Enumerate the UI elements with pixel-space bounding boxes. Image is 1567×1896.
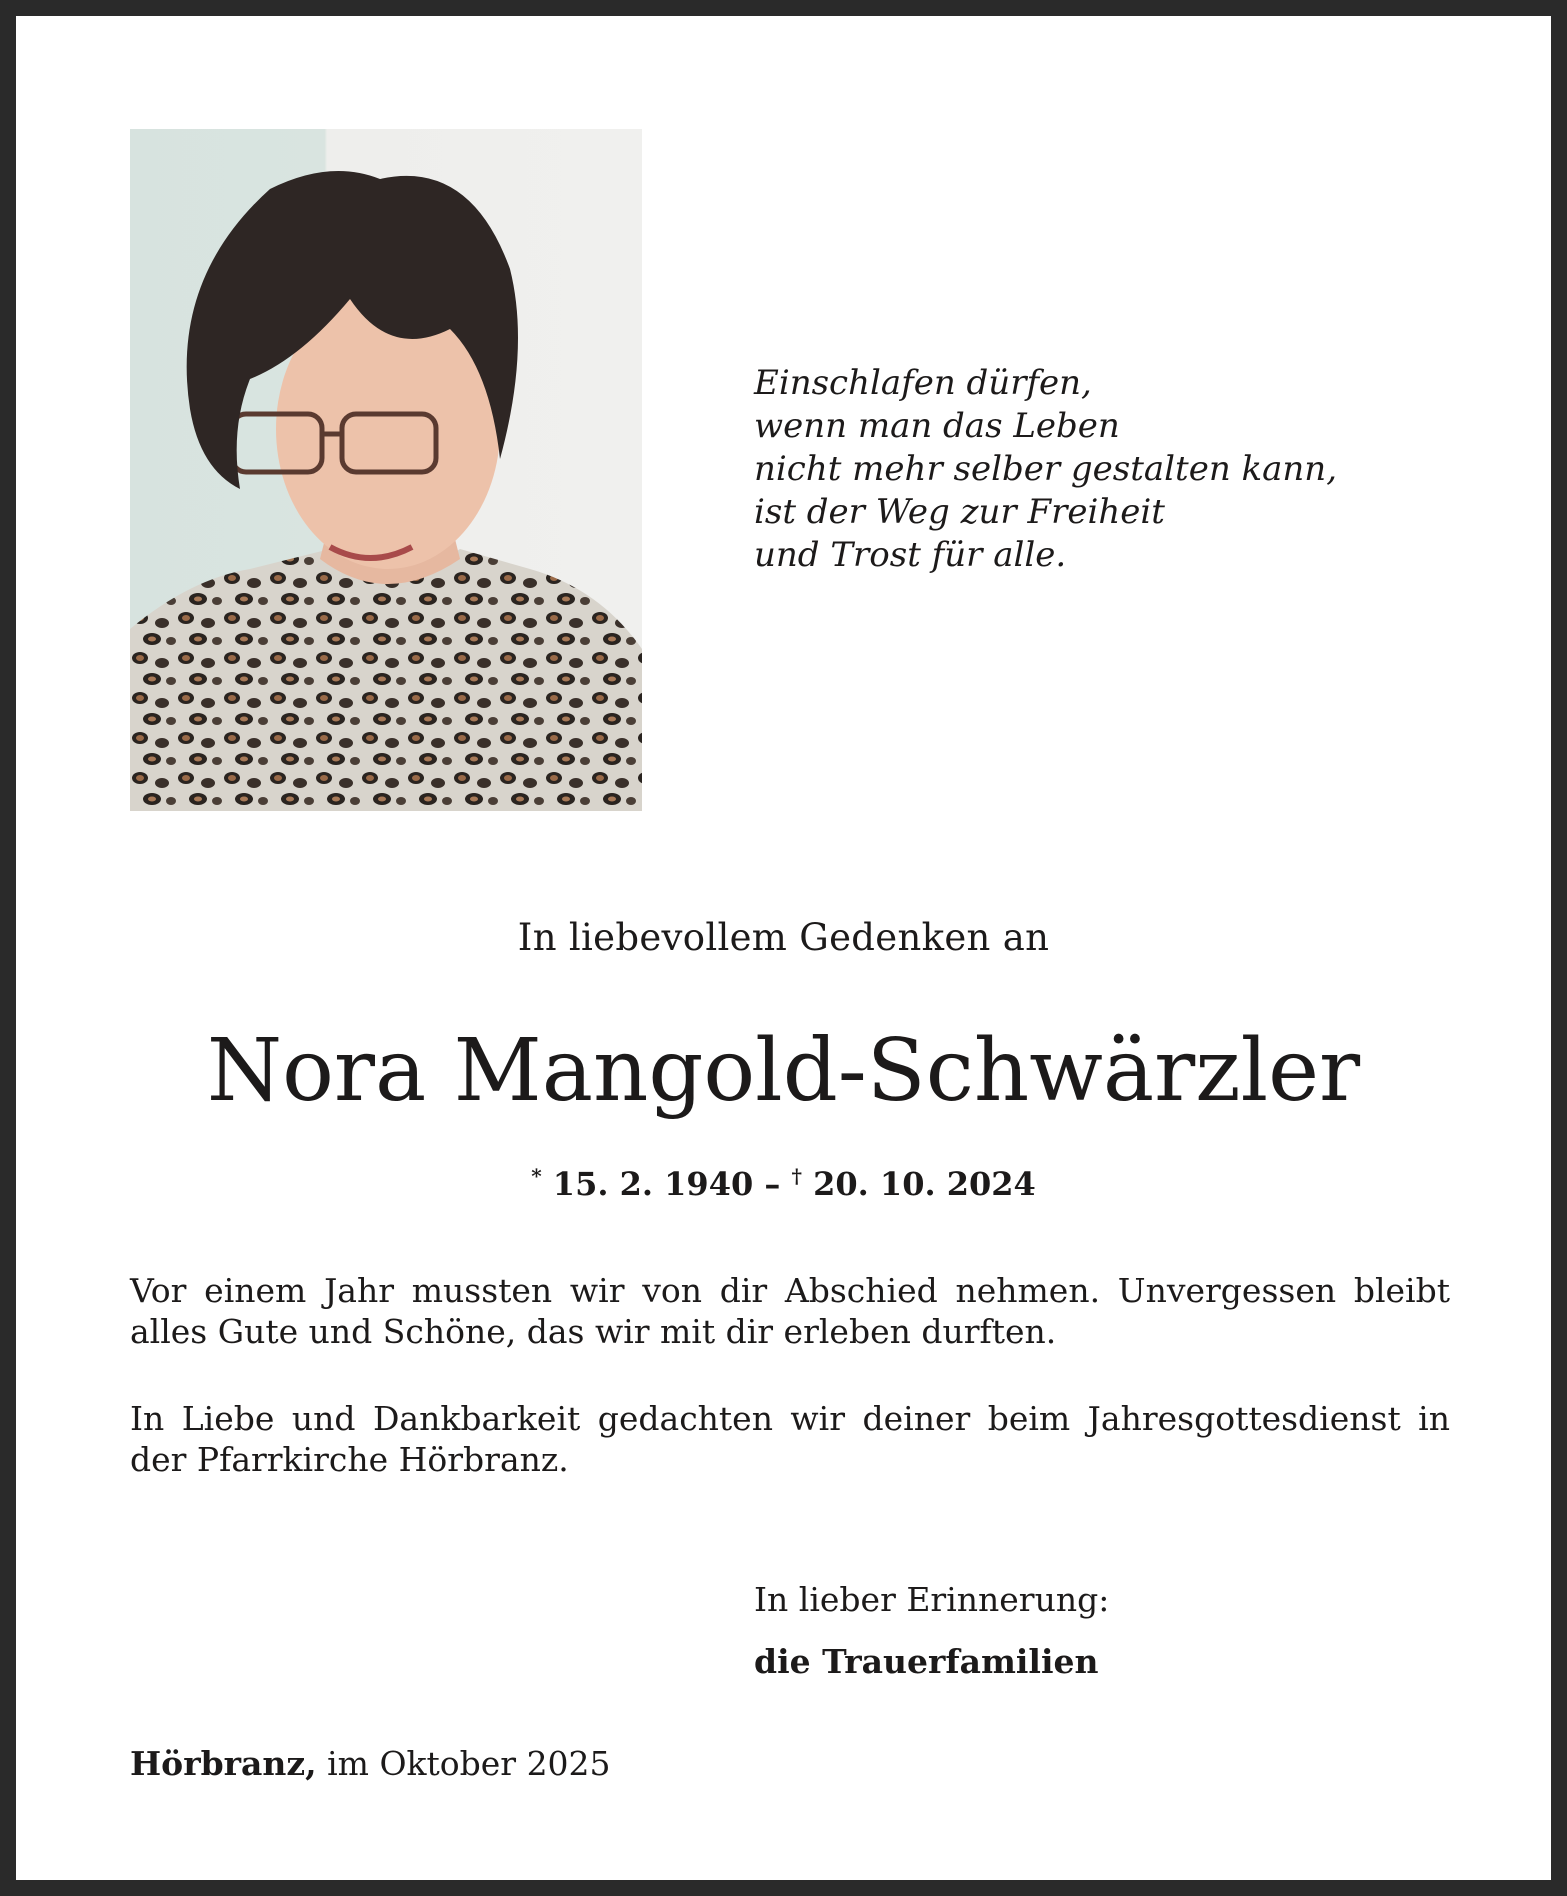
quote-line: Einschlafen dürfen, [754, 363, 1092, 403]
body-paragraph: In Liebe und Dankbarkeit gedachten wir deiner beim Jahresgottesdienst in der Pfarrkirche Hörbranz. [130, 1399, 1450, 1479]
quote-line: und Trost für alle. [754, 535, 1067, 575]
place-town: Hörbranz, [130, 1744, 317, 1783]
obituary-notice [16, 16, 1551, 1880]
deceased-name: Nora Mangold-Schwärzler [206, 1021, 1361, 1121]
birth-symbol: * [531, 1164, 542, 1188]
memorial-intro: In liebevollem Gedenken an [517, 916, 1050, 959]
birth-date: 15. 2. 1940 [552, 1165, 754, 1203]
quote-line: wenn man das Leben [754, 406, 1120, 446]
date-separator: – [764, 1165, 781, 1203]
body-paragraph: Vor einem Jahr mussten wir von dir Abschied nehmen. Unvergessen bleibt alles Gute und Schöne, das wir mit dir erleben durften. [130, 1271, 1450, 1351]
death-date: 20. 10. 2024 [813, 1165, 1036, 1203]
portrait-photo [130, 129, 642, 811]
place-and-date [130, 1744, 611, 1784]
signoff-family: die Trauerfamilien [754, 1642, 1099, 1681]
quote-line: ist der Weg zur Freiheit [754, 492, 1165, 532]
place-date: im Oktober 2025 [316, 1744, 611, 1783]
signoff [754, 1569, 1109, 1693]
signoff-line: In lieber Erinnerung: [754, 1580, 1110, 1619]
death-symbol: † [791, 1164, 802, 1188]
portrait-illustration [130, 129, 642, 811]
memorial-quote [754, 362, 1337, 577]
quote-line: nicht mehr selber gestalten kann, [754, 449, 1337, 489]
life-dates [16, 1156, 1551, 1204]
